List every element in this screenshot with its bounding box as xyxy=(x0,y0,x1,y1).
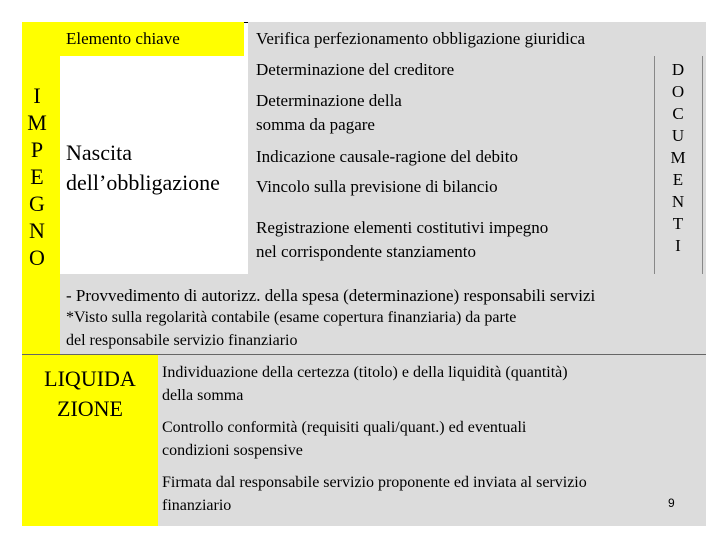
documenti-letter: U xyxy=(671,126,685,145)
nascita-line1: Nascita xyxy=(66,140,132,165)
item-registrazione-1: Registrazione elementi costitutivi impegno xyxy=(256,218,549,237)
impegno-letter: M xyxy=(27,110,47,135)
liquidazione-item-3a: Firmata dal responsabile servizio proponente ed inviata al servizio xyxy=(162,474,587,491)
documenti-letter: C xyxy=(672,104,684,123)
documenti-letter: D xyxy=(671,60,685,79)
provvedimento-line3: del responsabile servizio finanziario xyxy=(66,332,298,349)
impegno-letter: N xyxy=(29,218,45,243)
documenti-letter: I xyxy=(675,236,681,255)
impegno-letter: O xyxy=(29,245,45,270)
liquidazione-item-2a: Controllo conformità (requisiti quali/quant.) ed eventuali xyxy=(162,419,527,436)
item-registrazione-2: nel corrispondente stanziamento xyxy=(256,242,476,261)
header-elemento-chiave: Elemento chiave xyxy=(66,29,180,48)
impegno-letter: P xyxy=(30,137,44,162)
item-determinazione-somma-2: somma da pagare xyxy=(256,115,375,134)
liquidazione-divider xyxy=(22,354,706,355)
liquidazione-item-1a: Individuazione della certezza (titolo) e della liquidità (quantità) xyxy=(162,364,568,381)
provvedimento-line1: - Provvedimento di autorizz. della spesa (determinazione) responsabili servizi xyxy=(66,286,596,305)
documenti-letter: E xyxy=(672,170,684,189)
item-determinazione-creditore: Determinazione del creditore xyxy=(256,60,455,79)
item-indicazione-causale: Indicazione causale-ragione del debito xyxy=(256,147,518,166)
documenti-letter: M xyxy=(670,148,686,167)
liquidazione-label-line2: ZIONE xyxy=(57,396,123,421)
impegno-vertical-label xyxy=(22,82,52,271)
documenti-letter: T xyxy=(672,214,684,233)
impegno-letter: E xyxy=(30,164,44,189)
impegno-letter: I xyxy=(33,83,41,108)
documenti-divider-right xyxy=(702,56,703,274)
liquidazione-item-1b: della somma xyxy=(162,387,244,404)
impegno-letter: G xyxy=(29,191,45,216)
header-verifica: Verifica perfezionamento obbligazione giuridica xyxy=(256,29,585,48)
item-determinazione-somma-1: Determinazione della xyxy=(256,91,402,110)
documenti-vertical-label xyxy=(662,59,694,257)
item-vincolo-bilancio: Vincolo sulla previsione di bilancio xyxy=(256,177,498,196)
liquidazione-item-3b: finanziario xyxy=(162,497,232,514)
documenti-letter: O xyxy=(671,82,685,101)
provvedimento-line2: *Visto sulla regolarità contabile (esame copertura finanziaria) da parte xyxy=(66,309,517,326)
page-number: 9 xyxy=(668,496,675,510)
liquidazione-item-2b: condizioni sospensive xyxy=(162,442,303,459)
nascita-line2: dell’obbligazione xyxy=(66,170,220,195)
liquidazione-label-line1: LIQUIDA xyxy=(44,366,136,391)
documenti-letter: N xyxy=(671,192,685,211)
documenti-divider xyxy=(654,56,655,274)
